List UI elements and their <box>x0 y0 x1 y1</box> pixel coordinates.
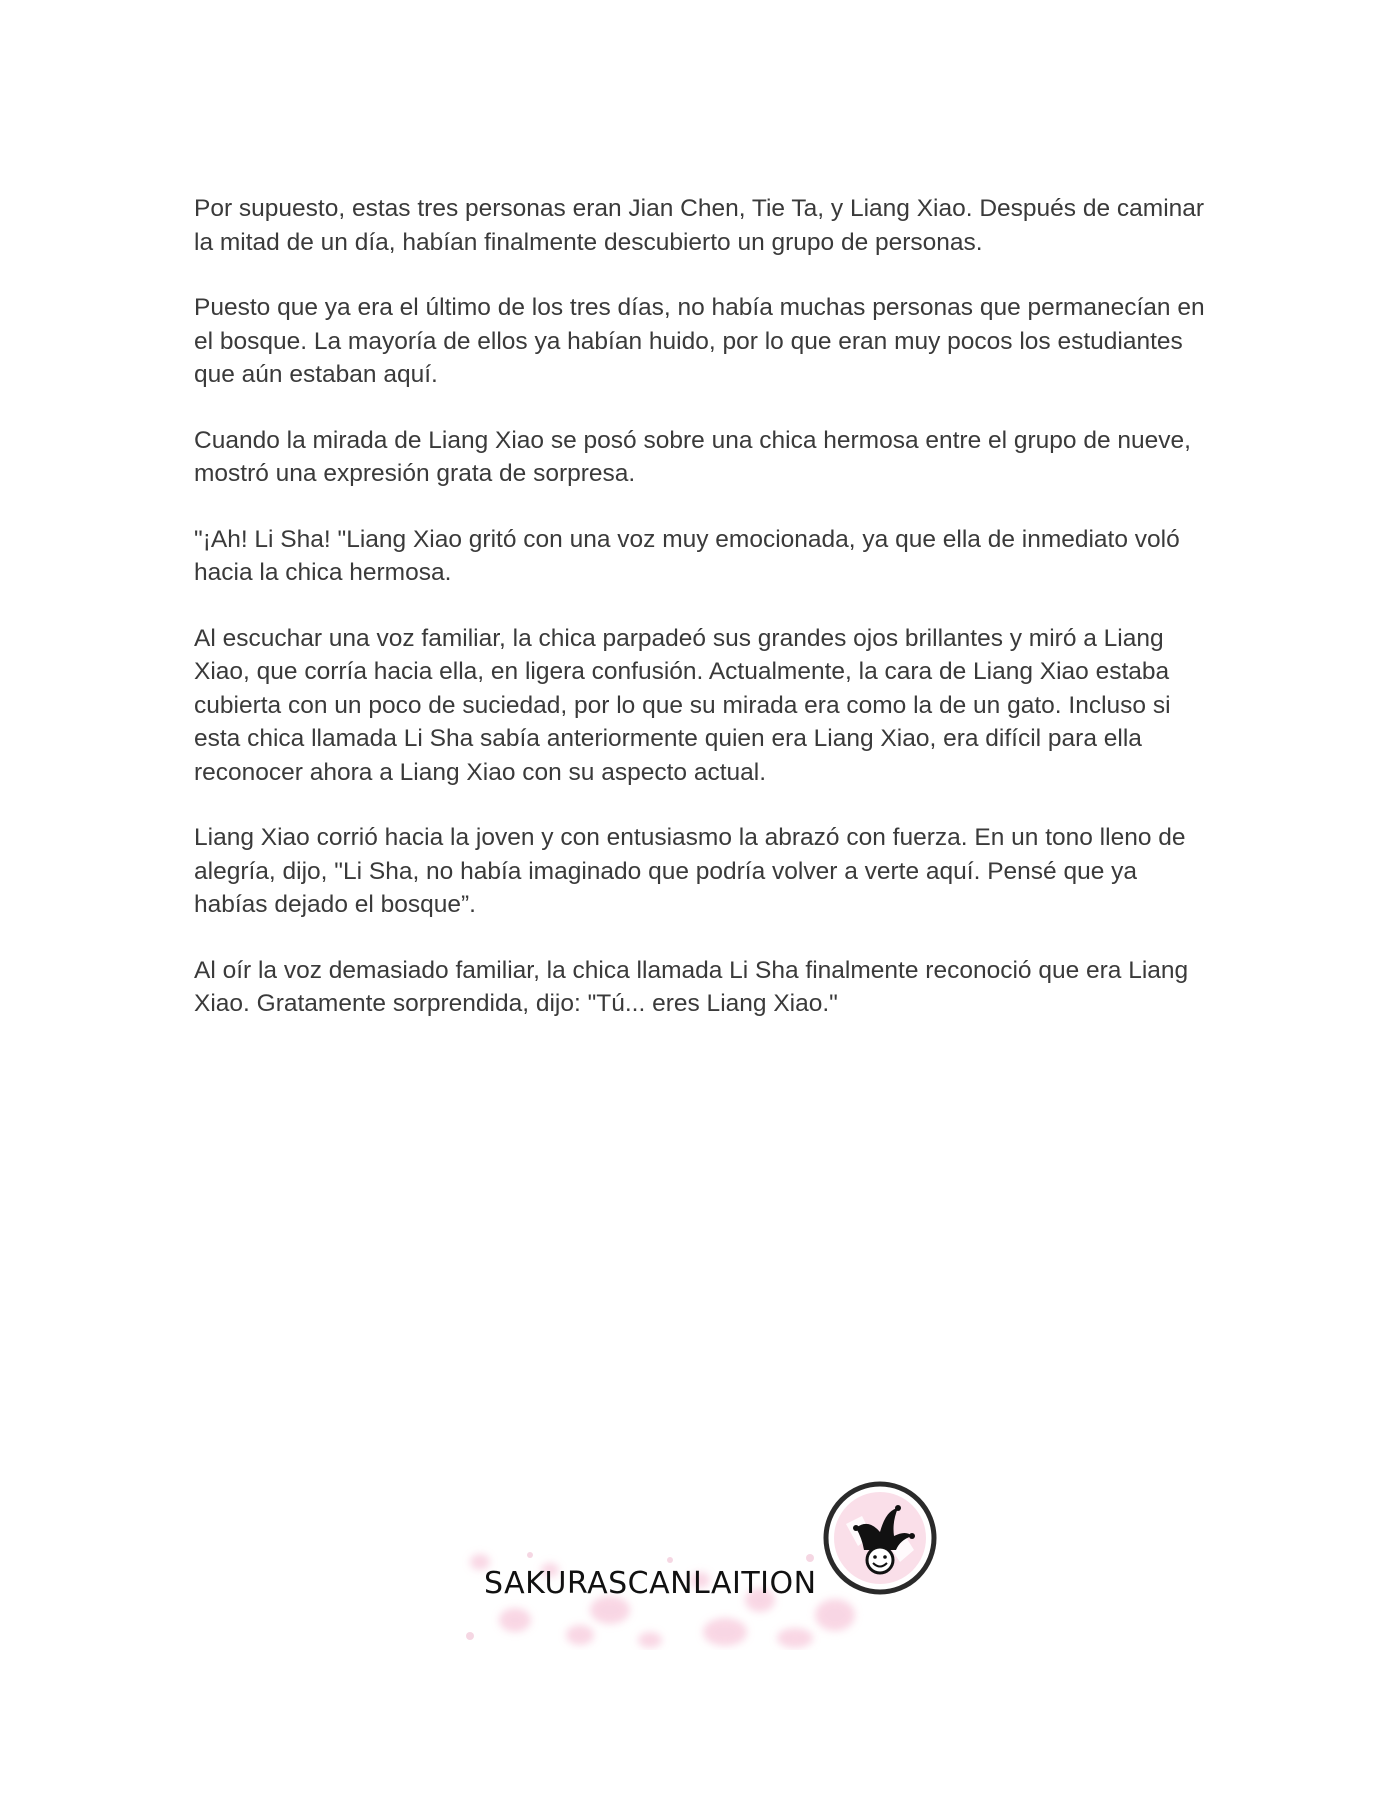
jester-icon <box>822 1480 938 1596</box>
paragraph-4: "¡Ah! Li Sha! "Liang Xiao gritó con una voz muy emocionada, ya que ella de inmediato voló hacia la chica hermosa. <box>194 525 1180 586</box>
brand-name: SAKURASCANLAITION <box>484 1566 817 1601</box>
paragraph-5: Al escuchar una voz familiar, la chica parpadeó sus grandes ojos brillantes y miró a Liang Xiao, que corría hacia ella, en ligera confusión. Actualmente, la cara de Liang Xiao estaba cubierta con un poco de suciedad, por lo que su mirada era como la de un gato. Incluso si esta chica llamada Li Sha sabía anteriormente quien era Liang Xiao, era difícil para ella reconocer ahora a Liang Xiao con su aspecto actual. <box>194 624 1171 786</box>
paragraph-2: Puesto que ya era el último de los tres días, no había muchas personas que permanecían en el bosque. La mayoría de ellos ya habían huido, por lo que eran muy pocos los estudiantes que aún estaban aquí. <box>194 294 1205 388</box>
scanlation-watermark <box>460 1480 940 1660</box>
paragraph-7: Al oír la voz demasiado familiar, la chica llamada Li Sha finalmente reconoció que era Liang Xiao. Gratamente sorprendida, dijo: "Tú... eres Liang Xiao." <box>194 956 1189 1017</box>
paragraph-3: Cuando la mirada de Liang Xiao se posó sobre una chica hermosa entre el grupo de nueve, mostró una expresión grata de sorpresa. <box>194 426 1191 487</box>
paragraph-1: Por supuesto, estas tres personas eran Jian Chen, Tie Ta, y Liang Xiao. Después de caminar la mitad de un día, habían finalmente descubierto un grupo de personas. <box>194 195 1205 256</box>
paragraph-6: Liang Xiao corrió hacia la joven y con entusiasmo la abrazó con fuerza. En un tono lleno de alegría, dijo, "Li Sha, no había imaginado que podría volver a verte aquí. Pensé que ya habías dejado el bosque”. <box>194 824 1186 918</box>
document-body <box>194 192 1214 1053</box>
